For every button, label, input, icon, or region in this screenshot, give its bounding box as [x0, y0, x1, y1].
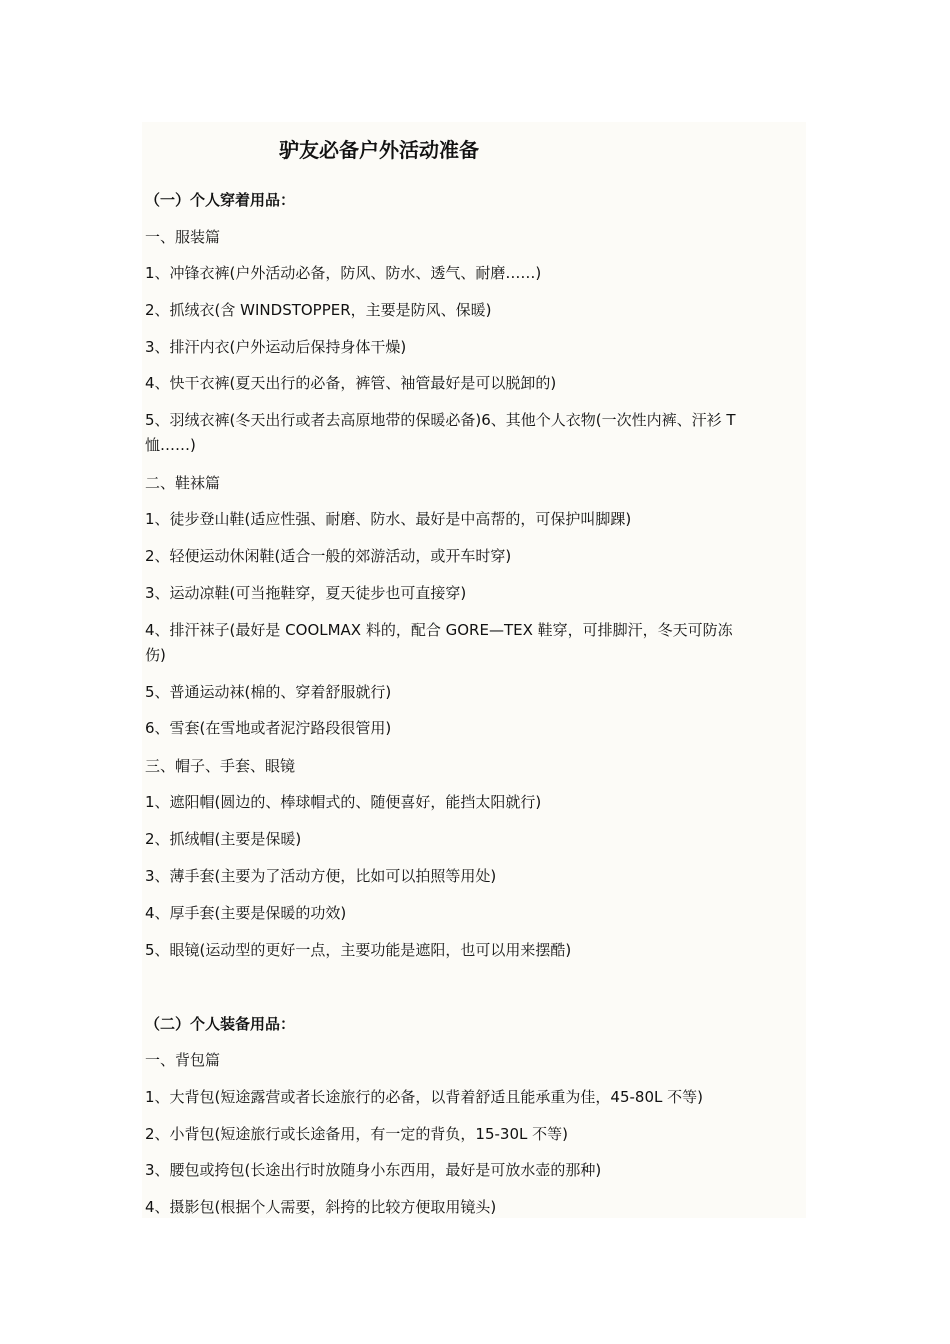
list-item: 5、眼镜(运动型的更好一点，主要功能是遮阳，也可以用来摆酷)	[145, 941, 572, 959]
list-item: 1、遮阳帽(圆边的、棒球帽式的、随便喜好，能挡太阳就行)	[145, 793, 542, 811]
list-item: 5、羽绒衣裤(冬天出行或者去高原地带的保暖必备)6、其他个人衣物(一次性内裤、汗衫 T	[145, 411, 736, 429]
list-item: 1、徒步登山鞋(适应性强、耐磨、防水、最好是中高帮的，可保护叫脚踝)	[145, 510, 632, 528]
list-item-continuation: 恤……)	[145, 436, 196, 454]
list-item: 2、抓绒衣(含 WINDSTOPPER，主要是防风、保暖)	[145, 301, 492, 319]
section-heading-personal-equipment: （二）个人装备用品：	[145, 1015, 296, 1033]
section-heading-personal-clothing: （一）个人穿着用品：	[145, 191, 296, 209]
subsection-title-clothing: 一、服装篇	[145, 228, 221, 246]
document-title: 驴友必备户外活动准备	[279, 138, 479, 162]
list-item: 4、排汗袜子(最好是 COOLMAX 料的，配合 GORE—TEX 鞋穿，可排脚汗，冬天可防冻	[145, 621, 733, 639]
list-item: 2、轻便运动休闲鞋(适合一般的郊游活动，或开车时穿)	[145, 547, 512, 565]
list-item: 4、摄影包(根据个人需要，斜挎的比较方便取用镜头)	[145, 1198, 497, 1216]
list-item: 3、运动凉鞋(可当拖鞋穿，夏天徒步也可直接穿)	[145, 584, 467, 602]
subsection-title-bags: 一、背包篇	[145, 1051, 221, 1069]
list-item: 6、雪套(在雪地或者泥泞路段很管用)	[145, 719, 392, 737]
list-item: 4、快干衣裤(夏天出行的必备，裤管、袖管最好是可以脱卸的)	[145, 374, 557, 392]
list-item: 3、薄手套(主要为了活动方便，比如可以拍照等用处)	[145, 867, 497, 885]
subsection-title-accessories: 三、帽子、手套、眼镜	[145, 757, 296, 775]
list-item: 3、腰包或挎包(长途出行时放随身小东西用，最好是可放水壶的那种)	[145, 1161, 602, 1179]
list-item: 2、小背包(短途旅行或长途备用，有一定的背负，15-30L 不等)	[145, 1125, 568, 1143]
subsection-title-shoes: 二、鞋袜篇	[145, 474, 221, 492]
list-item: 1、大背包(短途露营或者长途旅行的必备，以背着舒适且能承重为佳，45-80L 不等)	[145, 1088, 703, 1106]
list-item: 2、抓绒帽(主要是保暖)	[145, 830, 302, 848]
list-item-continuation: 伤)	[145, 646, 166, 664]
list-item: 3、排汗内衣(户外运动后保持身体干燥)	[145, 338, 407, 356]
list-item: 1、冲锋衣裤(户外活动必备，防风、防水、透气、耐磨……)	[145, 264, 542, 282]
list-item: 5、普通运动袜(棉的、穿着舒服就行)	[145, 683, 392, 701]
list-item: 4、厚手套(主要是保暖的功效)	[145, 904, 347, 922]
